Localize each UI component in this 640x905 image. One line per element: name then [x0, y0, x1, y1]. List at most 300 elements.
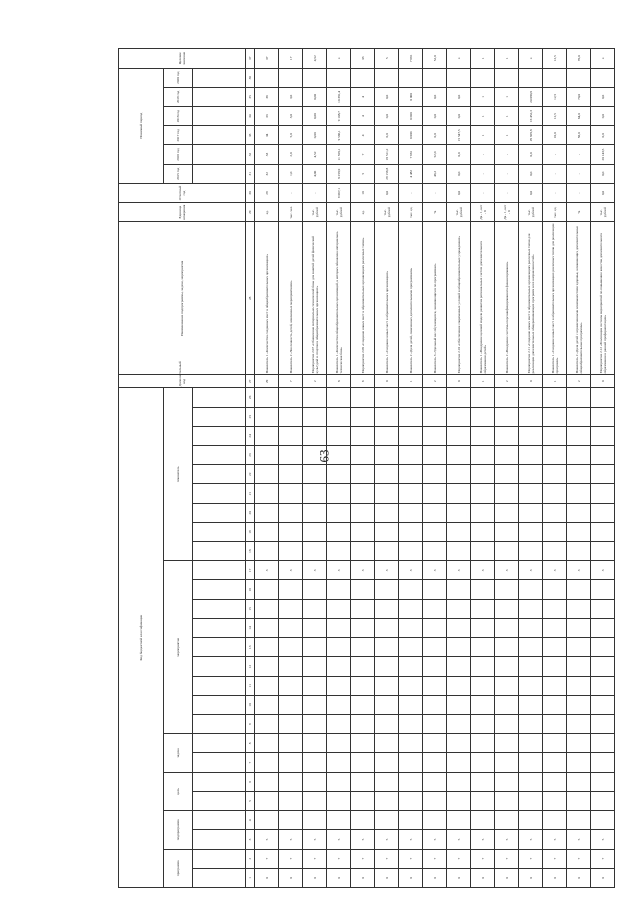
code-cell: [279, 407, 303, 426]
table-row: [543, 49, 567, 888]
code-cell: [591, 695, 615, 714]
code-cell: 5: [279, 830, 303, 849]
code-cell: [375, 465, 399, 484]
code-cell: 5: [303, 830, 327, 849]
code-cell: [495, 407, 519, 426]
code-cell: [375, 580, 399, 599]
code-cell: [255, 388, 279, 407]
year-value-cell: [471, 68, 495, 87]
code-cell: [495, 484, 519, 503]
row-name-cell: Показатель 1 «Внедрение целевой модели развития региональных систем дополнительного образования детей»: [471, 222, 495, 375]
code-cell: [375, 734, 399, 753]
code-cell: 1: [399, 375, 423, 388]
code-cell: [519, 638, 543, 657]
code-cell: [399, 791, 423, 810]
final-value-cell: х: [591, 49, 615, 69]
year-value-cell: 0,0: [423, 87, 447, 106]
code-cell: [351, 811, 375, 830]
code-cell: [303, 445, 327, 464]
base-value-cell: -: [495, 183, 519, 202]
year-value-cell: 4 482: [399, 164, 423, 183]
code-cell: [279, 503, 303, 522]
event-header: мероприятие: [164, 561, 193, 734]
year-value-cell: [519, 68, 543, 87]
base-value-cell: -: [543, 183, 567, 202]
code-cell: [495, 445, 519, 464]
column-number: 23: [246, 445, 255, 464]
code-cell: 5: [423, 830, 447, 849]
code-subheader: [193, 657, 246, 676]
code-subheader: [193, 388, 246, 407]
code-cell: [375, 407, 399, 426]
column-number: 3: [246, 830, 255, 849]
code-cell: [471, 753, 495, 772]
year-value-cell: [351, 68, 375, 87]
column-number: 21: [246, 484, 255, 503]
code-cell: [519, 676, 543, 695]
code-cell: [519, 503, 543, 522]
code-cell: 29: [255, 375, 279, 388]
code-cell: 1: [471, 375, 495, 388]
column-number: 29: [246, 203, 255, 222]
code-cell: [279, 791, 303, 810]
code-cell: [279, 484, 303, 503]
code-cell: [567, 695, 591, 714]
year-value-cell: -: [495, 145, 519, 164]
column-number: 26: [246, 388, 255, 407]
year-value-cell: 11 558,1: [327, 145, 351, 164]
code-cell: 0: [519, 375, 543, 388]
code-cell: [423, 580, 447, 599]
code-cell: [399, 484, 423, 503]
code-cell: [303, 407, 327, 426]
code-cell: 7: [327, 849, 351, 868]
code-cell: [303, 695, 327, 714]
code-cell: [279, 445, 303, 464]
code-cell: [279, 695, 303, 714]
code-cell: 5: [543, 830, 567, 849]
year-value-cell: 64,0: [567, 107, 591, 126]
unit-cell: Да - 1, нет - 0: [495, 203, 519, 222]
code-subheader: [193, 599, 246, 618]
code-cell: [327, 388, 351, 407]
code-cell: [279, 465, 303, 484]
row-name-cell: Мероприятие 2.12 «Реализация системы мероприятий по повышению качества дополнительного образования и ранней профориентации»: [591, 222, 615, 375]
year-value-cell: 0,0: [423, 126, 447, 145]
base-value-cell: 0,0: [447, 183, 471, 202]
column-number: 22: [246, 465, 255, 484]
code-subheader: [193, 772, 246, 791]
year-subheader: [193, 145, 246, 164]
code-cell: [519, 388, 543, 407]
code-cell: [255, 811, 279, 830]
code-cell: [519, 791, 543, 810]
year-value-cell: 36: [255, 87, 279, 106]
code-cell: 3: [567, 561, 591, 580]
year-value-cell: 8 258,9: [327, 164, 351, 183]
unit-cell: тыс. чел.: [279, 203, 303, 222]
code-cell: [279, 772, 303, 791]
code-cell: [519, 734, 543, 753]
code-cell: [375, 503, 399, 522]
column-number: 2: [246, 849, 255, 868]
code-cell: [495, 811, 519, 830]
year-value-cell: 32: [255, 164, 279, 183]
column-number: 11: [246, 676, 255, 695]
base-value-cell: -: [303, 183, 327, 202]
code-cell: [519, 657, 543, 676]
code-cell: [375, 484, 399, 503]
code-cell: 3: [471, 561, 495, 580]
year-2016-header: 2016 год: [164, 145, 193, 164]
code-cell: [255, 734, 279, 753]
code-subheader: [193, 638, 246, 657]
year-value-cell: [591, 68, 615, 87]
code-cell: [447, 484, 471, 503]
code-cell: [495, 676, 519, 695]
code-cell: [495, 791, 519, 810]
code-cell: [495, 715, 519, 734]
code-cell: [327, 407, 351, 426]
code-cell: [471, 676, 495, 695]
year-value-cell: 1: [471, 107, 495, 126]
plan-period-header: Плановый период: [119, 68, 164, 183]
code-cell: [543, 676, 567, 695]
year-value-cell: 9 108,7: [327, 107, 351, 126]
base-value-cell: -: [399, 183, 423, 202]
year-value-cell: 4,52: [303, 145, 327, 164]
column-number: 14: [246, 618, 255, 637]
year-value-cell: [567, 68, 591, 87]
code-cell: [399, 445, 423, 464]
row-name-cell: Показатель 2 «Доля детей, охваченных дополнительными программами»: [399, 222, 423, 375]
code-cell: [591, 734, 615, 753]
code-cell: 3: [591, 561, 615, 580]
code-cell: 0: [327, 868, 351, 887]
year-value-cell: 5: [351, 164, 375, 183]
unit-cell: %: [423, 203, 447, 222]
year-subheader: [193, 126, 246, 145]
code-cell: [423, 772, 447, 791]
code-cell: [567, 676, 591, 695]
code-cell: [399, 695, 423, 714]
code-cell: [519, 484, 543, 503]
code-cell: [423, 638, 447, 657]
row-name-cell: Показатель 1 «Количество общеобразовательных организаций, в которых обновлена материально-техническая база»: [327, 222, 351, 375]
code-cell: [567, 734, 591, 753]
code-cell: [351, 695, 375, 714]
year-value-cell: 18 511,2: [375, 145, 399, 164]
unit-cell: тыс. рублей: [591, 203, 615, 222]
code-cell: [567, 715, 591, 734]
table-row: [375, 49, 399, 888]
code-cell: [423, 503, 447, 522]
code-cell: [375, 791, 399, 810]
code-cell: 0: [375, 375, 399, 388]
code-cell: [471, 580, 495, 599]
code-cell: [375, 522, 399, 541]
code-cell: 7: [303, 849, 327, 868]
year-value-cell: 0,0: [423, 107, 447, 126]
code-cell: 5: [399, 830, 423, 849]
code-cell: [279, 638, 303, 657]
code-cell: 1: [543, 375, 567, 388]
base-value-cell: -: [279, 183, 303, 202]
code-cell: [471, 407, 495, 426]
code-cell: [591, 445, 615, 464]
code-cell: [543, 503, 567, 522]
code-cell: [447, 407, 471, 426]
code-cell: [279, 618, 303, 637]
code-cell: [375, 445, 399, 464]
code-cell: 5: [447, 830, 471, 849]
code-cell: [351, 503, 375, 522]
year-value-cell: 1,0: [279, 164, 303, 183]
code-subheader: [193, 849, 246, 868]
base-value-cell: 29: [255, 183, 279, 202]
code-cell: [327, 715, 351, 734]
code-cell: [447, 734, 471, 753]
code-subheader: [193, 811, 246, 830]
code-cell: 7: [279, 375, 303, 388]
code-cell: [375, 618, 399, 637]
code-cell: [255, 542, 279, 561]
code-cell: 2: [495, 375, 519, 388]
code-cell: [591, 618, 615, 637]
code-cell: 0: [567, 868, 591, 887]
column-number: 10: [246, 695, 255, 714]
year-value-cell: 4: [351, 107, 375, 126]
additional-code-header: Дополнительный код: [119, 375, 246, 388]
code-cell: [543, 407, 567, 426]
code-cell: [543, 657, 567, 676]
rotated-table-sheet: [118, 48, 607, 888]
year-value-cell: 0,0: [591, 126, 615, 145]
year-value-cell: 0,0: [591, 107, 615, 126]
code-cell: [351, 522, 375, 541]
code-cell: [303, 484, 327, 503]
table-row: [279, 49, 303, 888]
year-value-cell: 0,0: [591, 164, 615, 183]
year-value-cell: 29 829,8: [519, 126, 543, 145]
row-name-cell: Показатель 3 «Удельный вес обучающихся, занимающихся по программам»: [423, 222, 447, 375]
code-cell: [351, 484, 375, 503]
final-value-cell: х: [447, 49, 471, 69]
code-cell: [423, 542, 447, 561]
table-row: [495, 49, 519, 888]
code-cell: 2: [567, 375, 591, 388]
code-cell: [303, 734, 327, 753]
code-cell: [447, 676, 471, 695]
code-cell: 0: [591, 868, 615, 887]
code-cell: 2: [303, 375, 327, 388]
year-2015-header: 2015 год: [164, 164, 193, 183]
code-cell: [279, 753, 303, 772]
table-row: [351, 49, 375, 888]
code-cell: [327, 772, 351, 791]
row-name-cell: Показатель 2 «Доля детей с ограниченными возможностями здоровья, осваивающих дополнительные общеобразовательные программы»: [567, 222, 591, 375]
unit-cell: ед.: [255, 203, 279, 222]
code-cell: [255, 426, 279, 445]
code-cell: [543, 445, 567, 464]
code-cell: [543, 426, 567, 445]
year-value-cell: [423, 68, 447, 87]
final-value-cell: 17: [279, 49, 303, 69]
code-cell: 5: [591, 830, 615, 849]
year-value-cell: 4: [351, 126, 375, 145]
code-cell: [351, 676, 375, 695]
code-cell: [543, 618, 567, 637]
code-cell: [351, 715, 375, 734]
code-cell: [591, 715, 615, 734]
code-cell: [519, 715, 543, 734]
code-cell: [447, 618, 471, 637]
code-cell: [591, 811, 615, 830]
code-cell: [567, 657, 591, 676]
code-cell: [399, 753, 423, 772]
column-number: 20: [246, 503, 255, 522]
code-cell: [255, 638, 279, 657]
code-cell: 7: [567, 849, 591, 868]
code-subheader: [193, 503, 246, 522]
code-subheader: [193, 580, 246, 599]
code-cell: 0: [447, 868, 471, 887]
column-number: 24: [246, 426, 255, 445]
year-2017-header: 2017 год: [164, 126, 193, 145]
code-subheader: [193, 618, 246, 637]
year-value-cell: 24 080,9: [519, 87, 543, 106]
column-number: 13: [246, 638, 255, 657]
code-subheader: [193, 830, 246, 849]
year-value-cell: 3,0: [279, 107, 303, 126]
code-cell: [591, 657, 615, 676]
code-subheader: [193, 426, 246, 445]
code-cell: 7: [591, 849, 615, 868]
code-cell: [351, 542, 375, 561]
code-cell: [471, 638, 495, 657]
code-cell: [303, 618, 327, 637]
year-value-cell: 70,0: [567, 87, 591, 106]
code-cell: [255, 657, 279, 676]
code-subheader: [193, 695, 246, 714]
code-cell: [495, 772, 519, 791]
code-cell: [399, 522, 423, 541]
row-name-cell: Мероприятие 2.10 «Обеспечение современных условий в общеобразовательных учреждениях»: [447, 222, 471, 375]
table-row: [327, 49, 351, 888]
code-cell: [279, 715, 303, 734]
code-subheader: [193, 676, 246, 695]
year-subheader: [193, 68, 246, 87]
table-row: [423, 49, 447, 888]
year-value-cell: 4: [351, 87, 375, 106]
code-cell: [303, 811, 327, 830]
code-cell: [327, 484, 351, 503]
code-cell: [447, 772, 471, 791]
code-cell: [591, 791, 615, 810]
code-cell: [543, 695, 567, 714]
final-value-cell: 70,0: [567, 49, 591, 69]
code-cell: [591, 676, 615, 695]
code-cell: 5: [351, 830, 375, 849]
code-cell: [447, 657, 471, 676]
table-row: [471, 49, 495, 888]
base-value-cell: 0,0: [375, 183, 399, 202]
unit-cell: тыс. рублей: [303, 203, 327, 222]
code-cell: [327, 503, 351, 522]
code-cell: [519, 772, 543, 791]
code-cell: [399, 503, 423, 522]
code-cell: [303, 388, 327, 407]
code-cell: [447, 503, 471, 522]
code-cell: [519, 811, 543, 830]
code-cell: [399, 638, 423, 657]
code-subheader: [193, 465, 246, 484]
code-cell: [591, 542, 615, 561]
final-value-cell: 37: [255, 49, 279, 69]
code-cell: [399, 772, 423, 791]
code-cell: 0: [447, 375, 471, 388]
row-name-cell: Показатель 1 «Создание новых мест в образовательных организациях»: [375, 222, 399, 375]
code-cell: [423, 388, 447, 407]
year-value-cell: 12,5: [543, 87, 567, 106]
code-cell: [519, 618, 543, 637]
code-cell: 7: [543, 849, 567, 868]
code-cell: [471, 618, 495, 637]
code-cell: [519, 599, 543, 618]
code-cell: [591, 484, 615, 503]
code-cell: [543, 542, 567, 561]
column-number: 35: [246, 87, 255, 106]
base-value-cell: -: [567, 183, 591, 202]
code-cell: [399, 426, 423, 445]
year-value-cell: [279, 68, 303, 87]
column-number: 33: [246, 126, 255, 145]
code-cell: [423, 715, 447, 734]
code-cell: [567, 426, 591, 445]
code-cell: [303, 676, 327, 695]
year-value-cell: -: [543, 145, 567, 164]
year-2018-header: 2018 год: [164, 107, 193, 126]
code-cell: [423, 407, 447, 426]
final-value-cell: 1: [471, 49, 495, 69]
code-cell: [279, 388, 303, 407]
code-cell: [423, 618, 447, 637]
code-cell: [423, 791, 447, 810]
code-cell: [591, 426, 615, 445]
year-value-cell: 0,0: [519, 164, 543, 183]
code-cell: [447, 580, 471, 599]
code-cell: [519, 426, 543, 445]
code-cell: 7: [447, 849, 471, 868]
code-cell: [399, 618, 423, 637]
code-cell: [495, 734, 519, 753]
code-cell: [567, 388, 591, 407]
code-cell: 7: [471, 849, 495, 868]
column-number: 5: [246, 791, 255, 810]
code-cell: 0: [279, 868, 303, 887]
code-cell: [543, 580, 567, 599]
code-cell: [255, 445, 279, 464]
code-cell: [543, 811, 567, 830]
goal-header: цель: [164, 772, 193, 810]
code-cell: [591, 772, 615, 791]
code-cell: 7: [495, 849, 519, 868]
code-cell: [303, 715, 327, 734]
code-cell: 0: [495, 868, 519, 887]
code-cell: [495, 753, 519, 772]
code-cell: [471, 657, 495, 676]
year-value-cell: [447, 68, 471, 87]
